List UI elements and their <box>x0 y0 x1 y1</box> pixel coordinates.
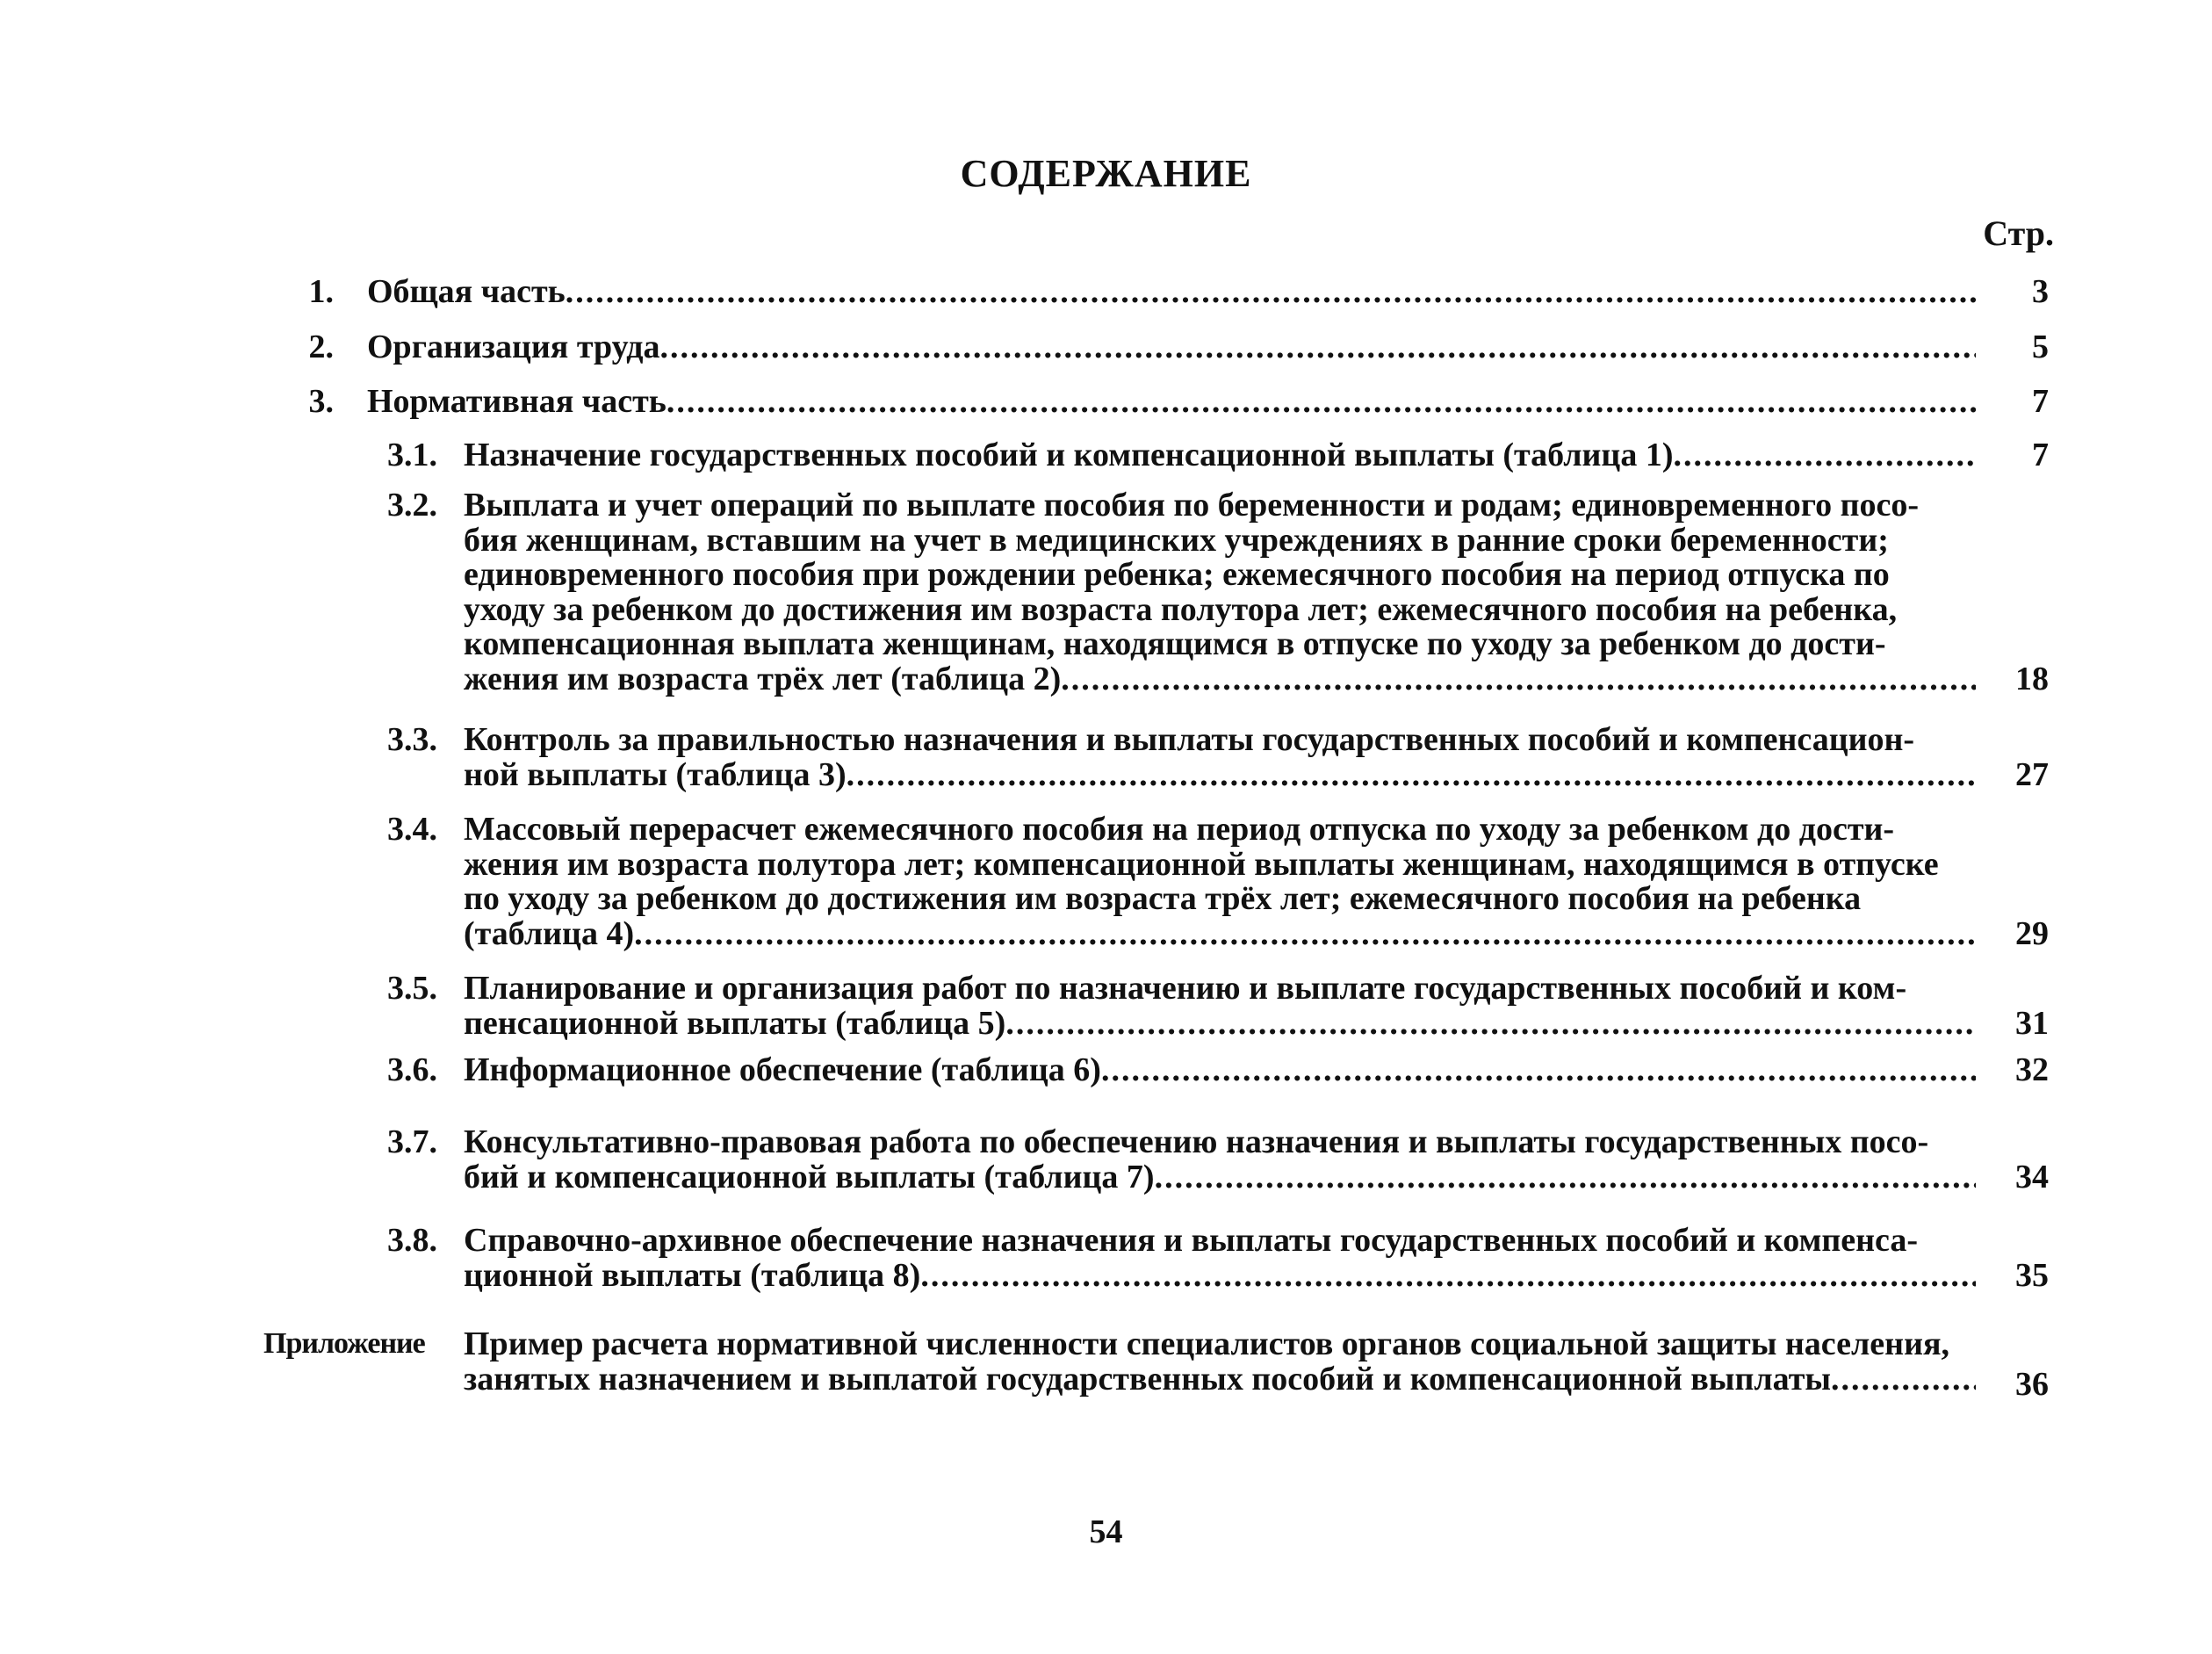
toc-entry-line: (таблица 4) <box>464 916 635 951</box>
toc-entry-line: Справочно-архивное обеспечение назначения и выплаты государственных пособий и компенса- <box>464 1222 1918 1259</box>
toc-entry-number: 3.8. <box>387 1222 437 1259</box>
toc-entry-line: Консультативно-правовая работа по обеспечению назначения и выплаты государственных посо- <box>464 1123 1929 1160</box>
toc-entry-page: 7 <box>2032 437 2049 473</box>
toc-entry-line: Назначение государственных пособий и компенсационной выплаты (таблица 1) <box>464 437 1674 473</box>
toc-entry-text <box>464 1052 1976 1087</box>
toc-entry-line: уходу за ребенком до достижения им возраста полутора лет; ежемесячного пособия на ребенка, <box>464 590 1898 628</box>
page-column-label: Стр. <box>1983 213 2054 253</box>
page-number: 54 <box>1089 1513 1123 1550</box>
toc-entry-text <box>367 384 1976 419</box>
toc-entry-number: 1. <box>308 273 334 310</box>
toc-entry-page: 29 <box>2015 914 2049 952</box>
toc-entry-text <box>367 329 1976 365</box>
leader-dots <box>634 917 1976 952</box>
toc-entry-line: Планирование и организация работ по назначению и выплате государственных пособий и ком- <box>464 970 1907 1007</box>
toc-entry-page: 18 <box>2015 660 2049 697</box>
toc-entry-text <box>464 1326 1976 1397</box>
leader-dots <box>847 757 1976 792</box>
toc-entry-number: 3.4. <box>387 811 437 848</box>
toc-entry-line: Информационное обеспечение (таблица 6) <box>464 1052 1101 1087</box>
leader-dots <box>666 384 1976 419</box>
toc-entry-line: ционной выплаты (таблица 8) <box>464 1258 921 1293</box>
toc-entry-line: жения им возраста трёх лет (таблица 2) <box>464 661 1062 697</box>
toc-entry-number: 3.1. <box>387 437 437 473</box>
toc-entry-page: 7 <box>2032 383 2049 420</box>
toc-entry-line: по уходу за ребенком до достижения им возраста трёх лет; ежемесячного пособия на ребенка <box>464 880 1862 917</box>
toc-entry-line: единовременного пособия при рождении ребенка; ежемесячного пособия на период отпуска по <box>464 556 1890 593</box>
toc-entry-line: Нормативная часть <box>367 384 666 419</box>
toc-entry-page: 32 <box>2015 1051 2049 1088</box>
toc-entry-text <box>464 488 1976 697</box>
leader-dots <box>1101 1052 1976 1087</box>
toc-entry-text <box>464 1223 1976 1293</box>
toc-entry-number: 3.5. <box>387 970 437 1007</box>
toc-entry-page: 35 <box>2015 1257 2049 1294</box>
leader-dots <box>920 1258 1976 1293</box>
leader-dots <box>659 329 1976 365</box>
leader-dots <box>1155 1159 1976 1195</box>
toc-entry-number: 2. <box>308 329 334 365</box>
toc-entry-text <box>464 813 1976 951</box>
toc-title: СОДЕРЖАНИЕ <box>960 152 1252 195</box>
toc-entry-text <box>464 1124 1976 1195</box>
toc-entry-number: 3. <box>308 383 334 420</box>
toc-entry-number: 3.3. <box>387 721 437 758</box>
toc-entry-page: 31 <box>2015 1005 2049 1042</box>
toc-entry-line: Массовый перерасчет ежемесячного пособия на период отпуска по уходу за ребенком до дости- <box>464 811 1895 848</box>
toc-entry-page: 36 <box>2015 1366 2049 1403</box>
toc-entry-number: 3.2. <box>387 487 437 524</box>
toc-entry-line: бий и компенсационной выплаты (таблица 7) <box>464 1159 1155 1195</box>
toc-entry-text <box>464 971 1976 1041</box>
toc-entry-line: ной выплаты (таблица 3) <box>464 757 847 792</box>
leader-dots <box>1673 437 1976 473</box>
toc-entry-line: бия женщинам, вставшим на учет в медицинских учреждениях в ранние сроки беременности; <box>464 521 1889 559</box>
toc-entry-text <box>464 722 1976 792</box>
toc-entry-text <box>367 274 1976 309</box>
toc-entry-number: Приложение <box>263 1327 425 1360</box>
toc-entry-line: занятых назначением и выплатой государственных пособий и компенсационной выплаты <box>464 1361 1832 1397</box>
leader-dots <box>1831 1361 1976 1397</box>
toc-entry-page: 5 <box>2032 329 2049 365</box>
leader-dots <box>1061 662 1976 697</box>
leader-dots <box>1005 1006 1976 1041</box>
toc-entry-line: жения им возраста полутора лет; компенсационной выплаты женщинам, находящимся в отпуске <box>464 845 1939 883</box>
toc-entry-line: пенсационной выплаты (таблица 5) <box>464 1006 1006 1041</box>
toc-entry-page: 27 <box>2015 756 2049 793</box>
toc-entry-page: 34 <box>2015 1159 2049 1195</box>
toc-entry-line: Организация труда <box>367 329 660 365</box>
toc-entry-line: Контроль за правильностью назначения и выплаты государственных пособий и компенсацион- <box>464 721 1915 758</box>
toc-entry-text <box>464 437 1976 473</box>
toc-entry-line: Выплата и учет операций по выплате пособия по беременности и родам; единовременного посо- <box>464 487 1920 524</box>
toc-entry-line: Пример расчета нормативной численности специалистов органов социальной защиты населения, <box>464 1325 1950 1362</box>
leader-dots <box>566 274 1976 309</box>
toc-entry-number: 3.6. <box>387 1051 437 1088</box>
toc-entry-page: 3 <box>2032 273 2049 310</box>
toc-entry-number: 3.7. <box>387 1123 437 1160</box>
toc-entry-line: компенсационная выплата женщинам, находящимся в отпуске по уходу за ребенком до дости- <box>464 625 1886 662</box>
toc-entry-line: Общая часть <box>367 274 566 309</box>
